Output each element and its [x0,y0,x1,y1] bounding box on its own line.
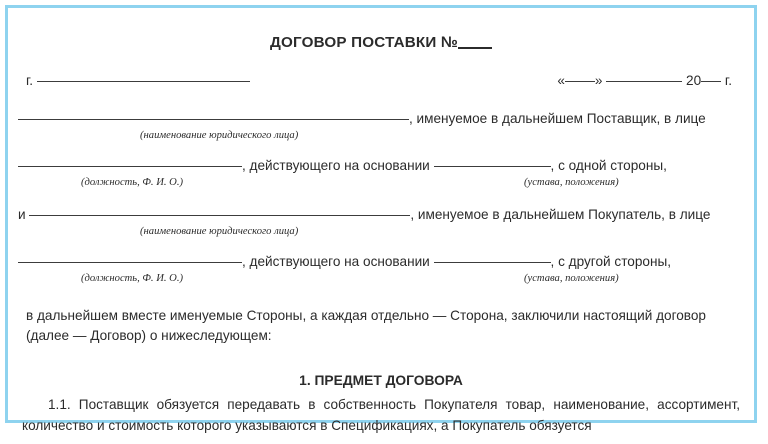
date-year-prefix: 20 [686,73,702,88]
buyer-party-block [18,207,744,289]
supplier-representative-line [18,158,744,178]
buyer-name-line [18,207,744,227]
date-year-suffix: г. [724,73,732,88]
buyer-position-caption: (должность, Ф. И. О.) [81,273,184,284]
buyer-basis-blank [434,262,551,263]
buyer-acting-text: , действующего на основании [242,254,434,269]
buyer-basis-caption: (устава, положения) [524,273,619,284]
section-heading-subject: 1. ПРЕДМЕТ ДОГОВОРА [299,373,463,388]
supplier-name-tail: , именуемое в дальнейшем Поставщик, в лице [409,111,706,126]
date-year-blank [701,81,721,82]
buyer-representative-caption-row [18,274,744,289]
closing-paragraph: в дальнейшем вместе именуемые Стороны, а каждая отдельно — Сторона, заключили настоящий договор (далее — Договор) о нижеследующем: [26,308,706,343]
city-date-row [18,73,744,95]
date-month-blank [606,81,682,82]
document-body [8,8,754,433]
supplier-name-caption-row [18,131,744,146]
buyer-name-caption: (наименование юридического лица) [140,226,299,237]
supplier-side-text: , с одной стороны, [550,158,667,173]
date-day-blank [565,81,595,82]
buyer-side-text: , с другой стороны, [550,254,672,269]
clause-1-1: 1.1. Поставщик обязуется передавать в собственность Покупателя товар, наименование, ассортимент, количество и стоимость которого указываются в Спецификациях, а Покупатель обязуется [22,397,740,433]
date-field [557,73,732,88]
supplier-representative-caption-row [18,178,744,193]
document-title [18,34,744,51]
supplier-position-caption: (должность, Ф. И. О.) [81,177,184,188]
supplier-acting-text: , действующего на основании [242,158,434,173]
supplier-basis-blank [434,166,551,167]
city-field [26,73,250,88]
buyer-name-blank [29,215,410,216]
document-page [5,5,757,433]
buyer-representative-line [18,254,744,274]
supplier-name-blank [18,119,409,120]
supplier-basis-caption: (устава, положения) [524,177,619,188]
city-blank [37,81,250,82]
document-title-text: ДОГОВОР ПОСТАВКИ № [269,34,459,51]
supplier-name-line [18,111,744,131]
buyer-name-tail: , именуемое в дальнейшем Покупатель, в лице [410,207,711,222]
buyer-conjunction: и [18,207,30,222]
buyer-position-blank [18,262,242,263]
contract-number-blank [458,47,492,49]
supplier-position-blank [18,166,242,167]
date-quote-close: » [594,73,603,88]
city-label: г. [26,73,34,88]
supplier-name-caption: (наименование юридического лица) [140,130,299,141]
buyer-name-caption-row [18,227,744,242]
date-quote-open: « [557,73,565,88]
supplier-party-block [18,111,744,193]
